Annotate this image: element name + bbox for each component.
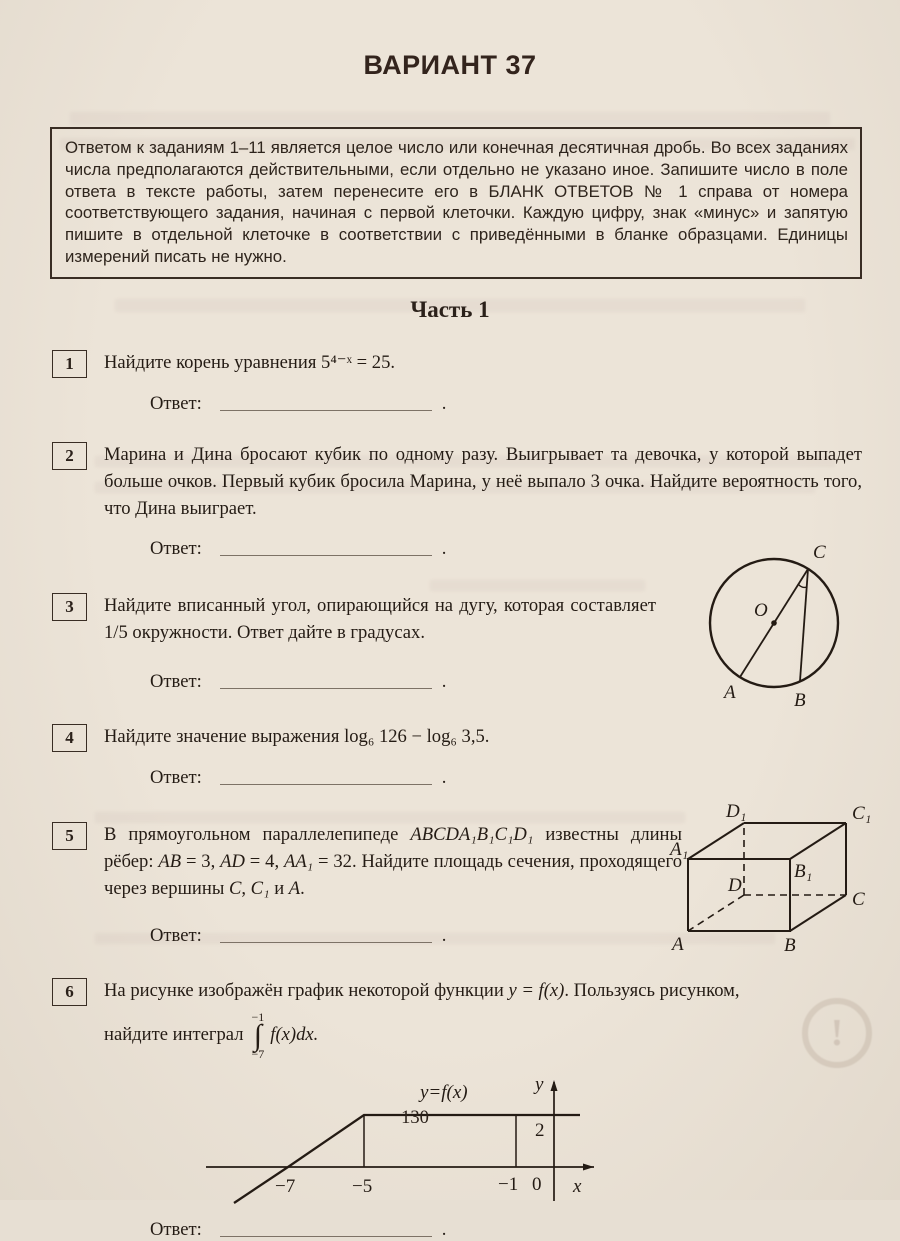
integral-symbol-group [252, 1011, 265, 1061]
label-C: C [813, 541, 826, 563]
x-axis-label: x [573, 1176, 582, 1198]
problem-text: Найдите вписанный угол, опирающийся на дугу, которая составляет 1/5 окружности. Ответ дайте в градусах. [104, 594, 656, 643]
problem-text: Марина и Дина бросают кубик по одному разу. Выигрывает та девочка, у которой выпадет больше очков. Первый кубик бросила Марина, у неё выпало 3 очка. Найдите вероятность того, что Дина выиграет. [104, 443, 862, 519]
curve-label: y=f(x) [420, 1082, 468, 1104]
problem-text [104, 350, 395, 377]
math-segment: y = f(x) [508, 979, 565, 1001]
math-segment: AA₁ [283, 850, 314, 872]
x-tick-minus1: −1 [498, 1174, 519, 1196]
integrand: f(x)dx. [270, 1023, 319, 1045]
answer-label: Ответ: [150, 392, 202, 414]
problem-text [104, 822, 682, 903]
angle-mark [799, 584, 807, 587]
origin-label: 0 [532, 1174, 542, 1196]
answer-blank-line [220, 553, 432, 556]
center-point [771, 620, 777, 626]
y-axis-arrow [551, 1080, 558, 1091]
integral-lower-bound: −7 [251, 1047, 265, 1062]
answer-period: . [441, 1219, 447, 1241]
problem-number-badge: 5 [52, 822, 87, 850]
instructions-text: Ответом к заданиям 1–11 является целое число или конечная десятичная дробь. Во всех заданиях числа предполагаются действительными, если отдельно не указано иное. Запишите число в поле ответа в тексте работы, затем перенесите его в БЛАНК ОТВЕТОВ № 1 справа от номера соответствующего задания, начиная с первой клеточки. Каждую цифру, знак «минус» и запятую пишите в отдельной клеточке в соответствии с приведёнными в бланке образцами. Единицы измерений писать не нужно. [65, 138, 848, 267]
instructions-box [50, 127, 862, 279]
math-segment: AD [220, 850, 245, 872]
text-segment: = 3, [181, 850, 221, 872]
page-title: ВАРИАНТ 37 [363, 50, 537, 80]
text-segment: . [300, 877, 305, 899]
label-B1: B₁ [794, 860, 813, 882]
text-segment: На рисунке изображён график некоторой функции [104, 979, 509, 1001]
problem-text [104, 978, 740, 1005]
problem-3 [52, 541, 862, 711]
label-B: B [794, 689, 806, 711]
edge-DA [688, 895, 744, 931]
text-segment: = 4, [244, 850, 284, 872]
label-C1: C₁ [852, 802, 872, 824]
text-segment: В прямоугольном параллелепипеде [104, 823, 411, 845]
label-C: C [852, 888, 865, 910]
math-segment: C [228, 877, 242, 899]
problem-5 [52, 800, 872, 956]
math-segment: A [288, 877, 301, 899]
problem-1 [52, 347, 862, 415]
problem-number-badge: 2 [52, 442, 87, 470]
x-tick-minus7: −7 [275, 1176, 296, 1198]
edge-B1C1 [790, 823, 846, 859]
label-B: B [784, 934, 796, 956]
graph-figure [202, 1070, 644, 1204]
problem-number-badge: 3 [52, 593, 87, 621]
logarithm-formula: log₆ 126 − log₆ 3,5. [344, 725, 490, 747]
y-tick-2: 2 [535, 1120, 545, 1142]
text-segment: известны длины рёбер: [104, 823, 682, 872]
y-axis-label: y [535, 1074, 544, 1096]
answer-period: . [441, 537, 447, 559]
answer-label: Ответ: [150, 1219, 202, 1241]
answer-row [150, 1219, 862, 1241]
integral-line [104, 1011, 740, 1061]
edge-BC [790, 895, 846, 931]
problem-text-prefix: Найдите корень уравнения [104, 351, 322, 373]
problem-number-badge: 6 [52, 978, 87, 1006]
label-D: D [728, 874, 742, 896]
problem-number-badge: 4 [52, 724, 87, 752]
text-segment: найдите интеграл [104, 1023, 244, 1045]
answer-row [150, 393, 862, 415]
label-O: O [754, 599, 768, 621]
problem-text [104, 724, 489, 751]
answer-blank-line [220, 1234, 432, 1237]
equation-formula: 5⁴⁻ˣ = 25. [321, 351, 396, 373]
label-D1: D₁ [726, 800, 747, 822]
problem-4 [52, 721, 862, 789]
x-tick-minus5: −5 [352, 1176, 373, 1198]
answer-period: . [441, 392, 447, 414]
solid-edges [688, 823, 846, 931]
integral-upper-bound: −1 [251, 1009, 265, 1024]
text-segment: и [269, 877, 289, 899]
text-segment: . Пользуясь рисунком, [564, 979, 740, 1001]
answer-row [150, 767, 862, 789]
parallelepiped-diagram [670, 800, 872, 960]
integral-sign: ∫ [253, 1018, 262, 1052]
answer-blank-line [220, 686, 432, 689]
answer-period: . [441, 766, 447, 788]
function-graph [202, 1070, 862, 1209]
answer-blank-line [220, 940, 432, 943]
edge-A1D1 [688, 823, 744, 859]
answer-label: Ответ: [150, 537, 202, 559]
label-A: A [672, 933, 684, 955]
problem-number-badge: 1 [52, 350, 87, 378]
exclamation-glyph: ! [830, 1012, 844, 1054]
answer-label: Ответ: [150, 924, 202, 946]
section-title: Часть 1 [410, 296, 490, 322]
answer-blank-line [220, 408, 432, 411]
math-segment: C₁ [250, 877, 270, 899]
answer-period: . [441, 670, 447, 692]
text-segment: , [241, 877, 251, 899]
answer-blank-line [220, 782, 432, 785]
math-segment: ABCDA₁B₁C₁D₁ [410, 823, 534, 845]
inscribed-angle-figure [686, 536, 868, 712]
label-A1: A₁ [670, 838, 689, 860]
problem-text-prefix: Найдите значение выражения [104, 725, 345, 747]
circle-diagram [686, 536, 868, 717]
answer-label: Ответ: [150, 766, 202, 788]
label-A: A [724, 681, 736, 703]
answer-label: Ответ: [150, 670, 202, 692]
page-number: 130 [401, 1108, 429, 1128]
answer-period: . [441, 924, 447, 946]
parallelepiped-figure [670, 800, 872, 956]
x-axis-arrow [583, 1164, 594, 1171]
math-segment: AB [158, 850, 182, 872]
text-segment: = 32. Найдите площадь сечения, проходящего через вершины [104, 850, 682, 899]
